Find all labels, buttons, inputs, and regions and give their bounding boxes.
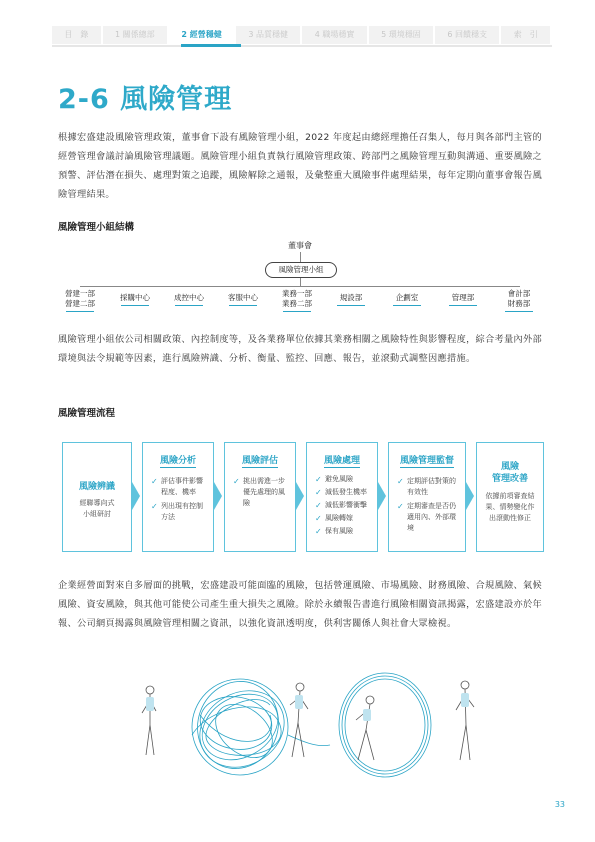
flow-step-desc: [477, 491, 543, 524]
org-dept-label: 營建二部: [65, 299, 95, 308]
hoop-circle: [339, 673, 431, 777]
flow-step-list: [307, 474, 377, 537]
flow-title-line: 風險: [500, 462, 519, 472]
flow-step-list: [389, 476, 465, 534]
org-dept: [272, 289, 322, 309]
flow-desc-line: 出滾動性修正: [489, 514, 531, 522]
flow-step-item: ✓ 保有風險: [315, 526, 373, 537]
flow-step-title: 風險分析: [160, 453, 196, 468]
flow-step-identify: [62, 442, 132, 552]
org-connector: [300, 252, 301, 262]
flow-arrow: [466, 482, 474, 510]
top-nav: [52, 26, 552, 44]
flow-step-item: ✓ 挑出需進一步優先處理的風險: [233, 476, 291, 509]
org-chart-heading: 風險管理小組結構: [58, 222, 135, 233]
org-dept: [110, 293, 160, 303]
flow-arrow: [132, 482, 140, 510]
org-dept: [164, 293, 214, 303]
risk-disclosure-paragraph: 企業經營面對來自多層面的挑戰，宏盛建設可能面臨的風險，包括營運風險、市場風險、財務風險、合規風險、氣候風險、資安風險，與其他可能使公司產生重大損失之風險。除於永續報告書進行風險相關資訊揭露，宏盛建設亦於年報、公司網頁揭露與風險管理相關之資訊，以強化資訊透明度，供利害關係人與社會大眾檢視。: [58, 580, 542, 629]
flow-step-title: [477, 461, 543, 485]
org-dept: [494, 289, 544, 309]
flow-step-item: ✓ 避免風險: [315, 474, 373, 485]
org-dept-label: 客服中心: [228, 293, 258, 302]
scribble-ball: [185, 670, 330, 780]
flow-step-monitor: [388, 442, 466, 552]
flow-step-title: 風險辨識: [78, 482, 115, 492]
intro-paragraph: 根據宏盛建設風險管理政策，董事會下設有風險管理小組，2022 年度起由總經理擔任召集人，每月與各部門主管的經營管理會議討論風險管理議題。風險管理小組負責執行風險管理政策、跨部門之風險管理互動與溝通、重要風險之預警、評估潛在損失、處理對策之追蹤，風險解除之通報，及彙整重大風險事件處理結果，每年定期向董事會報告風險管理結果。: [58, 132, 542, 200]
flow-arrow: [378, 482, 386, 510]
policy-paragraph: 風險管理小組依公司相關政策、內控制度等，及各業務單位依據其業務相關之風險特性與影響程度，綜合考量內外部環境與法令規範等因素，進行風險辨識、分析、衡量、監控、回應、報告，並滾動式調整因應措施。: [58, 334, 542, 364]
flow-desc-line: 小組研討: [83, 510, 111, 518]
flow-step-item: ✓ 減低影響衝擊: [315, 500, 373, 511]
org-dept: [218, 293, 268, 303]
flow-step-analysis: [142, 442, 214, 552]
org-dept-label: 成控中心: [174, 293, 204, 302]
org-board: 董事會: [288, 241, 312, 250]
section-title: 2-6 風險管理: [58, 84, 233, 115]
org-chart: [58, 236, 542, 316]
flow-step-treatment: [306, 442, 378, 552]
flow-desc-line: 經聯導向式: [79, 499, 115, 507]
org-dept: [438, 293, 488, 303]
org-dept-label: 財務部: [507, 299, 531, 308]
flow-step-item: ✓ 定期審查是否仍適用內、外部環境: [397, 501, 461, 534]
page-number: 33: [554, 800, 565, 809]
org-dept: [55, 289, 105, 309]
flow-desc-line: 果、情勢變化作: [485, 503, 535, 511]
risk-flow: [62, 442, 542, 550]
nav-tab-contents[interactable]: 目 錄: [52, 26, 101, 44]
org-dept-label: 管理部: [451, 293, 475, 302]
org-dept: [382, 293, 432, 303]
org-dept-label: 業務二部: [282, 299, 312, 308]
flow-step-list: [143, 476, 213, 523]
nav-tab-3[interactable]: 3 品質穩健: [236, 26, 300, 44]
flow-step-item: ✓ 列出現有控制方法: [151, 501, 209, 523]
nav-tab-index[interactable]: 索 引: [501, 26, 550, 44]
flow-step-title: 風險管理監督: [400, 453, 454, 468]
nav-tab-1[interactable]: 1 關係總部: [103, 26, 167, 44]
nav-divider: [52, 45, 552, 47]
flow-desc-line: 依據前項審查結: [485, 492, 535, 500]
org-dept: [326, 293, 376, 303]
org-connector: [300, 278, 301, 286]
nav-tab-6[interactable]: 6 回饋穩支: [435, 26, 499, 44]
org-dept-label: 業務一部: [282, 289, 312, 298]
flow-step-desc: [63, 498, 131, 520]
decorative-illustration: [130, 665, 480, 780]
flow-step-title: 風險處理: [324, 453, 360, 468]
nav-tab-4[interactable]: 4 職場穩實: [302, 26, 366, 44]
nav-tab-5[interactable]: 5 環境穩固: [369, 26, 433, 44]
flow-step-improve: [476, 442, 544, 552]
flow-step-item: ✓ 定期評估對策的有效性: [397, 476, 461, 498]
people-figures: [142, 681, 474, 760]
org-branch-line: [80, 286, 520, 287]
flow-step-list: [225, 476, 295, 509]
flow-step-title: 風險評估: [242, 453, 278, 468]
flow-heading: 風險管理流程: [58, 408, 116, 419]
flow-arrow: [296, 482, 304, 510]
flow-arrow: [214, 482, 222, 510]
org-dept-label: 企劃室: [395, 293, 419, 302]
org-dept-label: 採購中心: [120, 293, 150, 302]
flow-step-item: ✓ 減低發生機率: [315, 487, 373, 498]
nav-tab-2-active[interactable]: 2 經營穩健: [169, 26, 234, 44]
flow-title-line: 管理改善: [491, 474, 528, 484]
org-dept-label: 規設部: [339, 293, 363, 302]
flow-step-item: ✓ 評估事件影響程度、機率: [151, 476, 209, 498]
flow-step-evaluate: [224, 442, 296, 552]
org-dept-label: 營建一部: [65, 289, 95, 298]
flow-step-item: ✓ 風險轉嫁: [315, 513, 373, 524]
org-dept-label: 會計部: [507, 289, 531, 298]
org-risk-team: 風險管理小組: [265, 262, 337, 278]
nav-active-indicator: [181, 44, 241, 47]
